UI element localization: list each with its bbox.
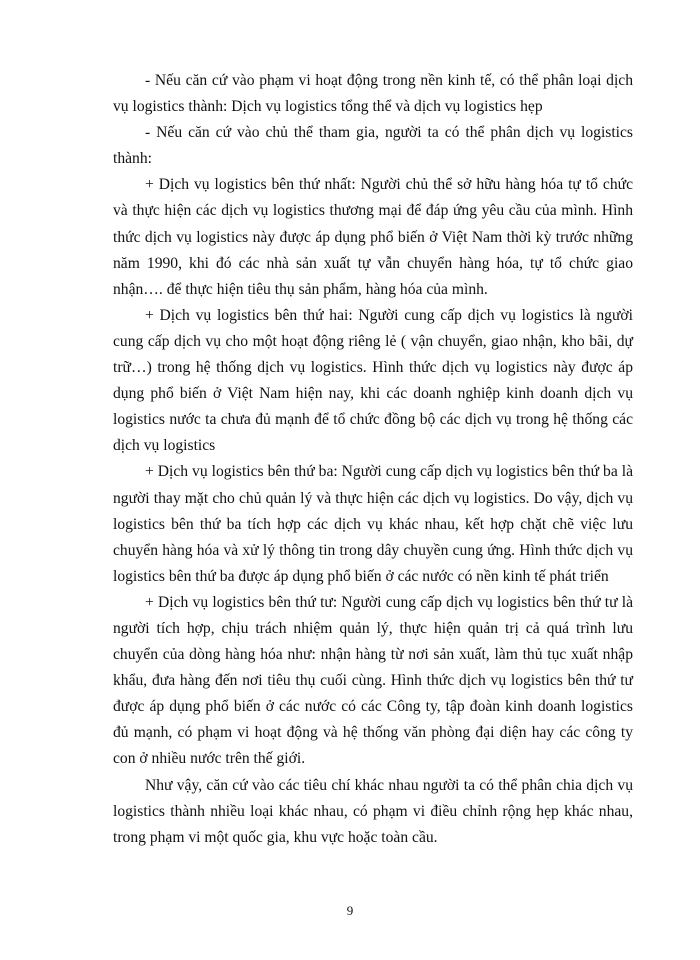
- paragraph-second-party-logistics: + Dịch vụ logistics bên thứ hai: Người cung cấp dịch vụ logistics là người cung cấp dịch vụ cho một hoạt động riêng lẻ ( vận chuyển, giao nhận, kho bãi, dự trữ…) trong hệ thống dịch vụ logistics. Hình thức dịch vụ logistics này được áp dụng phổ biến ở Việt Nam hiện nay, khi các doanh nghiệp kinh doanh dịch vụ logistics nước ta chưa đủ mạnh để tổ chức đồng bộ các dịch vụ trong hệ thống các dịch vụ logistics: [113, 306, 633, 455]
- paragraph-scope-classification: - Nếu căn cứ vào phạm vi hoạt động trong nền kinh tế, có thể phân loại dịch vụ logistics thành: Dịch vụ logistics tổng thể và dịch vụ logistics hẹp: [113, 72, 633, 116]
- paragraph-conclusion: Như vậy, căn cứ vào các tiêu chí khác nhau người ta có thể phân chia dịch vụ logistics thành nhiều loại khác nhau, có phạm vi điều chỉnh rộng hẹp khác nhau, trong phạm vi một quốc gia, khu vực hoặc toàn cầu.: [113, 776, 633, 846]
- page-number: 9: [346, 903, 354, 918]
- paragraph-participant-classification: - Nếu căn cứ vào chủ thể tham gia, người ta có thể phân dịch vụ logistics thành:: [113, 124, 633, 168]
- paragraph-fourth-party-logistics: + Dịch vụ logistics bên thứ tư: Người cung cấp dịch vụ logistics bên thứ tư là người tích hợp, chịu trách nhiệm quản lý, thực hiện quản trị cả quá trình lưu chuyển của dòng hàng hóa như: nhận hàng từ nơi sản xuất, làm thủ tục xuất nhập khẩu, đưa hàng đến nơi tiêu thụ cuối cùng. Hình thức dịch vụ logistics bên thứ tư được áp dụng phổ biến ở các nước có các Công ty, tập đoàn kinh doanh logistics đủ mạnh, có phạm vi hoạt động và hệ thống văn phòng đại diện hay các công ty con ở nhiều nước trên thế giới.: [113, 593, 633, 768]
- paragraph-third-party-logistics: + Dịch vụ logistics bên thứ ba: Người cung cấp dịch vụ logistics bên thứ ba là người thay mặt cho chủ quản lý và thực hiện các dịch vụ logistics. Do vậy, dịch vụ logistics bên thứ ba tích hợp các dịch vụ khác nhau, kết hợp chặt chẽ việc lưu chuyển hàng hóa và xử lý thông tin trong dây chuyền cung ứng. Hình thức dịch vụ logistics bên thứ ba được áp dụng phổ biến ở các nước có nền kinh tế phát triển: [113, 463, 633, 585]
- page-body: [113, 68, 633, 851]
- paragraph-first-party-logistics: + Dịch vụ logistics bên thứ nhất: Người chủ thể sở hữu hàng hóa tự tổ chức và thực hiện các dịch vụ logistics thương mại để đáp ứng yêu cầu của mình. Hình thức dịch vụ logistics này được áp dụng phổ biến ở Việt Nam thời kỳ trước những năm 1990, khi đó các nhà sản xuất tự vẫn chuyển hàng hóa, tự tổ chức giao nhận…. để thực hiện tiêu thụ sản phẩm, hàng hóa của mình.: [113, 176, 633, 298]
